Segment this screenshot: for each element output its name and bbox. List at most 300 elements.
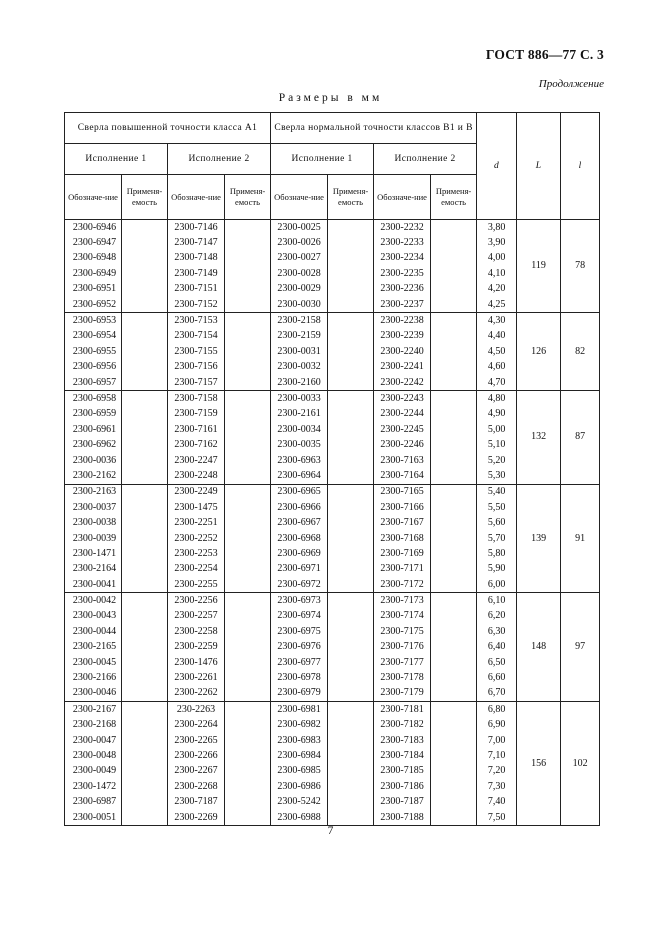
- designation-a-exec1: 2300-6958: [65, 391, 122, 407]
- application-b-exec2: [431, 422, 477, 437]
- application-a-exec2: [225, 794, 271, 809]
- designation-b-exec1: 2300-6988: [271, 810, 328, 826]
- designation-b-exec1: 2300-0032: [271, 360, 328, 375]
- application-b-exec2: [431, 266, 477, 281]
- application-a-exec1: [122, 670, 168, 685]
- table-row: [65, 313, 600, 329]
- diameter-d: 4,70: [477, 375, 517, 391]
- designation-b-exec1: 2300-6981: [271, 702, 328, 718]
- designation-b-exec1: 2300-0029: [271, 282, 328, 297]
- application-b-exec1: [328, 515, 374, 530]
- diameter-d: 4,10: [477, 266, 517, 281]
- application-a-exec1: [122, 593, 168, 609]
- designation-a-exec2: 2300-7159: [168, 407, 225, 422]
- designation-a-exec2: 2300-7156: [168, 360, 225, 375]
- application-a-exec2: [225, 593, 271, 609]
- designation-a-exec1: 2300-2165: [65, 640, 122, 655]
- designation-b-exec2: 2300-7184: [374, 748, 431, 763]
- designation-a-exec2: 2300-2254: [168, 562, 225, 577]
- designation-b-exec2: 2300-7176: [374, 640, 431, 655]
- application-b-exec1: [328, 375, 374, 391]
- designation-a-exec1: 2300-6953: [65, 313, 122, 329]
- diameter-d: 4,30: [477, 313, 517, 329]
- application-a-exec1: [122, 609, 168, 624]
- designation-a-exec1: 2300-2162: [65, 468, 122, 484]
- application-b-exec1: [328, 266, 374, 281]
- length-L: 148: [517, 593, 561, 702]
- application-b-exec1: [328, 733, 374, 748]
- length-l: 102: [561, 702, 600, 826]
- diameter-d: 5,60: [477, 515, 517, 530]
- application-b-exec2: [431, 235, 477, 250]
- application-b-exec1: [328, 344, 374, 359]
- diameter-d: 6,00: [477, 577, 517, 593]
- application-a-exec1: [122, 329, 168, 344]
- header-group-b: Сверла нормальной точности классов В1 и В: [271, 113, 477, 144]
- header-d: d: [477, 113, 517, 220]
- application-a-exec2: [225, 702, 271, 718]
- application-b-exec2: [431, 655, 477, 670]
- diameter-d: 7,30: [477, 779, 517, 794]
- designation-b-exec1: 2300-2160: [271, 375, 328, 391]
- designation-b-exec2: 2300-7175: [374, 624, 431, 639]
- designation-b-exec2: 2300-2240: [374, 344, 431, 359]
- application-a-exec2: [225, 220, 271, 236]
- designation-b-exec2: 2300-2241: [374, 360, 431, 375]
- application-a-exec1: [122, 468, 168, 484]
- application-a-exec1: [122, 360, 168, 375]
- application-a-exec2: [225, 764, 271, 779]
- application-b-exec1: [328, 484, 374, 500]
- length-L: 156: [517, 702, 561, 826]
- application-b-exec2: [431, 344, 477, 359]
- designation-b-exec2: 2300-7183: [374, 733, 431, 748]
- application-b-exec1: [328, 546, 374, 561]
- designation-a-exec2: 2300-7146: [168, 220, 225, 236]
- application-a-exec2: [225, 375, 271, 391]
- designation-a-exec1: 2300-0038: [65, 515, 122, 530]
- length-L: 119: [517, 220, 561, 313]
- designation-a-exec1: 2300-0039: [65, 531, 122, 546]
- length-l: 97: [561, 593, 600, 702]
- designation-b-exec1: 2300-2161: [271, 407, 328, 422]
- diameter-d: 6,80: [477, 702, 517, 718]
- application-a-exec2: [225, 670, 271, 685]
- diameter-d: 7,00: [477, 733, 517, 748]
- designation-b-exec2: 2300-7177: [374, 655, 431, 670]
- length-l: 78: [561, 220, 600, 313]
- designation-b-exec2: 2300-2236: [374, 282, 431, 297]
- application-b-exec1: [328, 453, 374, 468]
- diameter-d: 5,50: [477, 500, 517, 515]
- designation-b-exec1: 2300-6966: [271, 500, 328, 515]
- application-b-exec2: [431, 468, 477, 484]
- application-b-exec2: [431, 577, 477, 593]
- diameter-d: 6,40: [477, 640, 517, 655]
- header-group-a: Сверла повышенной точности класса А1: [65, 113, 271, 144]
- designation-b-exec1: 2300-0034: [271, 422, 328, 437]
- designation-b-exec2: 2300-7169: [374, 546, 431, 561]
- application-a-exec1: [122, 779, 168, 794]
- diameter-d: 4,25: [477, 297, 517, 313]
- application-b-exec1: [328, 609, 374, 624]
- designation-a-exec2: 2300-2249: [168, 484, 225, 500]
- application-a-exec2: [225, 344, 271, 359]
- application-b-exec2: [431, 515, 477, 530]
- application-a-exec1: [122, 577, 168, 593]
- application-b-exec1: [328, 437, 374, 452]
- application-a-exec1: [122, 484, 168, 500]
- application-a-exec1: [122, 794, 168, 809]
- designation-b-exec1: 2300-6964: [271, 468, 328, 484]
- application-b-exec1: [328, 810, 374, 826]
- designation-a-exec1: 2300-6956: [65, 360, 122, 375]
- application-b-exec2: [431, 624, 477, 639]
- application-b-exec1: [328, 391, 374, 407]
- dimensions-table: [64, 112, 600, 826]
- application-b-exec2: [431, 500, 477, 515]
- designation-a-exec1: 2300-6957: [65, 375, 122, 391]
- length-L: 126: [517, 313, 561, 391]
- application-a-exec2: [225, 360, 271, 375]
- designation-b-exec2: 2300-2242: [374, 375, 431, 391]
- header-application: Применя-емость: [431, 175, 477, 220]
- application-b-exec1: [328, 686, 374, 702]
- designation-a-exec2: 2300-7151: [168, 282, 225, 297]
- designation-a-exec1: 2300-6959: [65, 407, 122, 422]
- application-a-exec2: [225, 437, 271, 452]
- application-a-exec2: [225, 391, 271, 407]
- designation-a-exec1: 2300-0046: [65, 686, 122, 702]
- designation-a-exec2: 2300-2264: [168, 718, 225, 733]
- diameter-d: 4,00: [477, 251, 517, 266]
- application-a-exec1: [122, 640, 168, 655]
- diameter-d: 6,70: [477, 686, 517, 702]
- designation-b-exec2: 2300-2245: [374, 422, 431, 437]
- length-l: 91: [561, 484, 600, 593]
- designation-a-exec1: 2300-6954: [65, 329, 122, 344]
- application-a-exec2: [225, 329, 271, 344]
- header-designation: Обозначе-ние: [168, 175, 225, 220]
- application-b-exec2: [431, 779, 477, 794]
- designation-a-exec2: 2300-7147: [168, 235, 225, 250]
- designation-a-exec1: 2300-0045: [65, 655, 122, 670]
- application-a-exec1: [122, 235, 168, 250]
- designation-b-exec2: 2300-7166: [374, 500, 431, 515]
- designation-a-exec2: 2300-2259: [168, 640, 225, 655]
- diameter-d: 7,40: [477, 794, 517, 809]
- application-b-exec2: [431, 764, 477, 779]
- application-b-exec1: [328, 251, 374, 266]
- application-a-exec2: [225, 733, 271, 748]
- designation-b-exec1: 2300-0030: [271, 297, 328, 313]
- application-a-exec1: [122, 531, 168, 546]
- application-a-exec2: [225, 609, 271, 624]
- designation-a-exec1: 2300-0044: [65, 624, 122, 639]
- application-a-exec2: [225, 515, 271, 530]
- designation-b-exec2: 2300-7178: [374, 670, 431, 685]
- application-a-exec1: [122, 718, 168, 733]
- application-b-exec2: [431, 453, 477, 468]
- application-a-exec1: [122, 733, 168, 748]
- designation-a-exec1: 2300-2164: [65, 562, 122, 577]
- application-b-exec2: [431, 220, 477, 236]
- designation-a-exec2: 2300-2248: [168, 468, 225, 484]
- application-b-exec1: [328, 360, 374, 375]
- header-a-exec2: Исполнение 2: [168, 144, 271, 175]
- designation-b-exec2: 2300-2233: [374, 235, 431, 250]
- diameter-d: 5,70: [477, 531, 517, 546]
- designation-b-exec1: 2300-6977: [271, 655, 328, 670]
- application-a-exec2: [225, 251, 271, 266]
- application-a-exec2: [225, 577, 271, 593]
- application-a-exec2: [225, 810, 271, 826]
- application-a-exec1: [122, 437, 168, 452]
- designation-b-exec2: 2300-7188: [374, 810, 431, 826]
- application-b-exec1: [328, 670, 374, 685]
- application-a-exec2: [225, 718, 271, 733]
- designation-a-exec1: 2300-6962: [65, 437, 122, 452]
- designation-b-exec1: 2300-6986: [271, 779, 328, 794]
- application-b-exec2: [431, 546, 477, 561]
- designation-b-exec1: 2300-6973: [271, 593, 328, 609]
- diameter-d: 7,20: [477, 764, 517, 779]
- application-a-exec2: [225, 235, 271, 250]
- application-a-exec1: [122, 686, 168, 702]
- diameter-d: 5,00: [477, 422, 517, 437]
- designation-b-exec2: 2300-7168: [374, 531, 431, 546]
- designation-a-exec1: 2300-2167: [65, 702, 122, 718]
- designation-b-exec1: 2300-6967: [271, 515, 328, 530]
- application-b-exec1: [328, 531, 374, 546]
- application-b-exec2: [431, 702, 477, 718]
- application-b-exec1: [328, 407, 374, 422]
- designation-a-exec2: 2300-1476: [168, 655, 225, 670]
- diameter-d: 4,40: [477, 329, 517, 344]
- application-b-exec1: [328, 577, 374, 593]
- designation-a-exec2: 2300-2269: [168, 810, 225, 826]
- designation-b-exec1: 2300-2159: [271, 329, 328, 344]
- application-b-exec2: [431, 360, 477, 375]
- application-a-exec1: [122, 344, 168, 359]
- designation-a-exec2: 2300-1475: [168, 500, 225, 515]
- application-b-exec2: [431, 718, 477, 733]
- designation-b-exec1: 2300-0028: [271, 266, 328, 281]
- application-b-exec1: [328, 562, 374, 577]
- diameter-d: 6,90: [477, 718, 517, 733]
- designation-a-exec1: 2300-2168: [65, 718, 122, 733]
- application-b-exec2: [431, 329, 477, 344]
- designation-a-exec1: 2300-2166: [65, 670, 122, 685]
- designation-a-exec1: 2300-1471: [65, 546, 122, 561]
- designation-a-exec2: 230-2263: [168, 702, 225, 718]
- designation-b-exec1: 2300-0031: [271, 344, 328, 359]
- designation-b-exec1: 2300-0025: [271, 220, 328, 236]
- designation-b-exec2: 2300-7181: [374, 702, 431, 718]
- header-application: Применя-емость: [225, 175, 271, 220]
- application-b-exec2: [431, 282, 477, 297]
- application-a-exec2: [225, 422, 271, 437]
- designation-a-exec1: 2300-0049: [65, 764, 122, 779]
- designation-b-exec2: 2300-7185: [374, 764, 431, 779]
- header-designation: Обозначе-ние: [374, 175, 431, 220]
- application-a-exec2: [225, 655, 271, 670]
- application-a-exec1: [122, 391, 168, 407]
- designation-b-exec2: 2300-2235: [374, 266, 431, 281]
- application-b-exec1: [328, 329, 374, 344]
- designation-a-exec2: 2300-7154: [168, 329, 225, 344]
- application-b-exec1: [328, 640, 374, 655]
- designation-a-exec1: 2300-6947: [65, 235, 122, 250]
- designation-a-exec2: 2300-2261: [168, 670, 225, 685]
- designation-b-exec2: 2300-7172: [374, 577, 431, 593]
- designation-b-exec1: 2300-6971: [271, 562, 328, 577]
- designation-a-exec2: 2300-2251: [168, 515, 225, 530]
- designation-b-exec2: 2300-7182: [374, 718, 431, 733]
- designation-b-exec1: 2300-6968: [271, 531, 328, 546]
- application-a-exec1: [122, 702, 168, 718]
- application-a-exec1: [122, 407, 168, 422]
- header-b-exec1: Исполнение 1: [271, 144, 374, 175]
- designation-a-exec1: 2300-6946: [65, 220, 122, 236]
- application-b-exec1: [328, 313, 374, 329]
- designation-a-exec1: 2300-0048: [65, 748, 122, 763]
- diameter-d: 4,80: [477, 391, 517, 407]
- designation-b-exec2: 2300-7171: [374, 562, 431, 577]
- designation-b-exec2: 2300-2237: [374, 297, 431, 313]
- designation-a-exec2: 2300-7187: [168, 794, 225, 809]
- application-a-exec2: [225, 640, 271, 655]
- application-b-exec2: [431, 437, 477, 452]
- designation-a-exec1: 2300-1472: [65, 779, 122, 794]
- application-b-exec2: [431, 733, 477, 748]
- designation-a-exec2: 2300-2262: [168, 686, 225, 702]
- application-a-exec1: [122, 764, 168, 779]
- application-a-exec1: [122, 624, 168, 639]
- application-a-exec2: [225, 686, 271, 702]
- length-L: 132: [517, 391, 561, 484]
- designation-b-exec2: 2300-2244: [374, 407, 431, 422]
- diameter-d: 6,50: [477, 655, 517, 670]
- application-a-exec2: [225, 453, 271, 468]
- application-b-exec2: [431, 640, 477, 655]
- designation-b-exec2: 2300-2246: [374, 437, 431, 452]
- designation-b-exec1: 2300-6983: [271, 733, 328, 748]
- designation-b-exec1: 2300-6978: [271, 670, 328, 685]
- table-body: [65, 220, 600, 826]
- designation-b-exec1: 2300-0035: [271, 437, 328, 452]
- designation-a-exec2: 2300-2267: [168, 764, 225, 779]
- application-b-exec2: [431, 391, 477, 407]
- application-b-exec1: [328, 220, 374, 236]
- application-a-exec1: [122, 546, 168, 561]
- table-row: [65, 702, 600, 718]
- designation-b-exec1: 2300-0026: [271, 235, 328, 250]
- designation-a-exec2: 2300-7158: [168, 391, 225, 407]
- designation-a-exec2: 2300-2256: [168, 593, 225, 609]
- designation-a-exec2: 2300-2266: [168, 748, 225, 763]
- application-b-exec2: [431, 686, 477, 702]
- designation-a-exec2: 2300-7153: [168, 313, 225, 329]
- header-l: l: [561, 113, 600, 220]
- designation-b-exec2: 2300-2243: [374, 391, 431, 407]
- application-a-exec2: [225, 484, 271, 500]
- designation-b-exec1: 2300-6985: [271, 764, 328, 779]
- designation-a-exec1: 2300-0042: [65, 593, 122, 609]
- application-a-exec1: [122, 297, 168, 313]
- application-b-exec1: [328, 422, 374, 437]
- application-a-exec2: [225, 266, 271, 281]
- diameter-d: 5,90: [477, 562, 517, 577]
- application-a-exec1: [122, 562, 168, 577]
- standard-header: ГОСТ 886—77 С. 3: [485, 47, 604, 62]
- application-b-exec1: [328, 297, 374, 313]
- designation-b-exec1: 2300-6965: [271, 484, 328, 500]
- table-title: Размеры в мм: [278, 92, 383, 104]
- diameter-d: 7,50: [477, 810, 517, 826]
- designation-b-exec1: 2300-6982: [271, 718, 328, 733]
- diameter-d: 6,30: [477, 624, 517, 639]
- designation-b-exec1: 2300-6976: [271, 640, 328, 655]
- header-application: Применя-емость: [122, 175, 168, 220]
- designation-b-exec2: 2300-2234: [374, 251, 431, 266]
- application-a-exec2: [225, 546, 271, 561]
- application-a-exec1: [122, 313, 168, 329]
- application-b-exec1: [328, 748, 374, 763]
- designation-b-exec1: 2300-6969: [271, 546, 328, 561]
- application-b-exec2: [431, 609, 477, 624]
- application-a-exec2: [225, 407, 271, 422]
- designation-a-exec1: 2300-6951: [65, 282, 122, 297]
- application-b-exec2: [431, 810, 477, 826]
- application-b-exec1: [328, 624, 374, 639]
- designation-a-exec1: 2300-6955: [65, 344, 122, 359]
- designation-b-exec2: 2300-7173: [374, 593, 431, 609]
- designation-b-exec2: 2300-7179: [374, 686, 431, 702]
- application-b-exec2: [431, 748, 477, 763]
- application-a-exec1: [122, 655, 168, 670]
- designation-b-exec2: 2300-2232: [374, 220, 431, 236]
- application-a-exec1: [122, 220, 168, 236]
- application-b-exec2: [431, 313, 477, 329]
- application-a-exec1: [122, 810, 168, 826]
- application-b-exec1: [328, 779, 374, 794]
- designation-a-exec2: 2300-7148: [168, 251, 225, 266]
- application-a-exec1: [122, 453, 168, 468]
- application-a-exec1: [122, 251, 168, 266]
- designation-a-exec2: 2300-2252: [168, 531, 225, 546]
- designation-b-exec1: 2300-0027: [271, 251, 328, 266]
- designation-b-exec2: 2300-7163: [374, 453, 431, 468]
- application-b-exec2: [431, 794, 477, 809]
- application-a-exec1: [122, 282, 168, 297]
- header-L: L: [517, 113, 561, 220]
- application-a-exec2: [225, 748, 271, 763]
- designation-b-exec1: 2300-0033: [271, 391, 328, 407]
- designation-b-exec1: 2300-5242: [271, 794, 328, 809]
- continuation-label: Продолжение: [538, 78, 604, 90]
- application-a-exec2: [225, 531, 271, 546]
- designation-b-exec1: 2300-6963: [271, 453, 328, 468]
- designation-b-exec2: 2300-7167: [374, 515, 431, 530]
- designation-b-exec1: 2300-6984: [271, 748, 328, 763]
- designation-a-exec2: 2300-7152: [168, 297, 225, 313]
- length-l: 87: [561, 391, 600, 484]
- application-b-exec1: [328, 282, 374, 297]
- designation-a-exec2: 2300-7149: [168, 266, 225, 281]
- application-b-exec1: [328, 655, 374, 670]
- application-b-exec1: [328, 794, 374, 809]
